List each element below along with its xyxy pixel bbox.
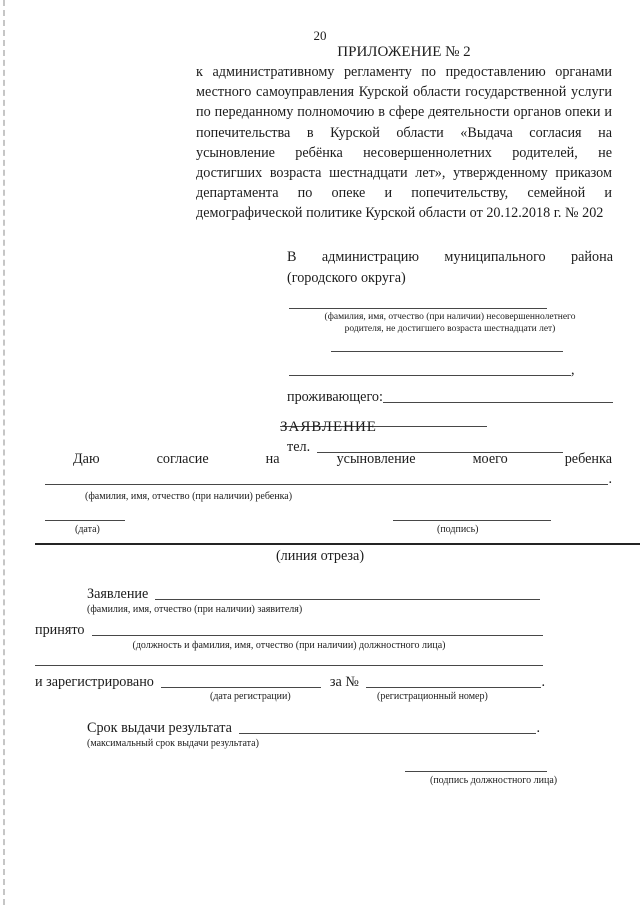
registered-row [35, 671, 545, 691]
official-signature-block [35, 763, 612, 797]
page-number: 20 [313, 28, 327, 43]
tear-off-caption: (линия отреза) [275, 548, 365, 564]
consent-section [45, 451, 612, 546]
scan-edge-artifact [3, 0, 5, 905]
registration-captions-row [35, 691, 612, 707]
registration-number-caption: (регистрационный номер) [377, 691, 488, 702]
date-signature-row [45, 510, 612, 546]
parent-name-blank-line [289, 300, 547, 309]
signature-blank-line [393, 520, 551, 521]
term-label: Срок выдачи результата [87, 720, 232, 736]
statement-title: ЗАЯВЛЕНИЕ [280, 419, 377, 435]
residence-row [287, 386, 613, 406]
parent-name-caption-line-1: (фамилия, имя, отчество (при наличии) несовершеннолетнего [324, 312, 576, 322]
blank-line [289, 361, 571, 376]
appendix-body-text: к административному регламенту по предоставлению органами местного самоуправления Курской области государственной услуги по переданному полномочию в сфере деятельности органов опеки и попечительства в Курской области «Выдача согласия на усыновление ребёнка несовершеннолетних родителей, не достигших возраста шестнадцати лет», утвержденному приказом департамента по опеке и попечительству, семейной и демографической политике Курской области от 20.12.2018 г. № 202 [196, 64, 612, 222]
registration-section [35, 583, 612, 797]
applicant-caption: (фамилия, имя, отчество (при наличии) заявителя) [87, 604, 303, 615]
date-blank-line [45, 520, 125, 521]
registration-date-blank-line [161, 673, 321, 688]
blank-line-row [289, 359, 613, 379]
child-name-caption: (фамилия, имя, отчество (при наличии) ребенка) [85, 491, 293, 502]
application-row [35, 583, 540, 603]
term-row [87, 717, 540, 737]
term-blank-line [239, 719, 537, 734]
registered-label: и зарегистрировано [35, 674, 154, 690]
term-caption: (максимальный срок выдачи результата) [87, 738, 259, 749]
consent-sentence: Даю согласие на усыновление моего ребенка [73, 451, 612, 467]
accepted-label: принято [35, 622, 85, 638]
appendix-header [196, 44, 612, 224]
period-mark: . [541, 674, 545, 690]
period-mark: . [608, 471, 612, 487]
addressee-to-line: В администрацию муниципального района (городского округа) [287, 249, 613, 286]
tear-off-rule [35, 543, 640, 545]
child-name-line-row [45, 470, 612, 488]
accepted-row [35, 619, 543, 639]
signature-caption: (подпись) [437, 524, 479, 535]
appendix-title: ПРИЛОЖЕНИЕ № 2 [337, 44, 471, 60]
registration-date-caption: (дата регистрации) [210, 691, 291, 702]
residence-blank-line [383, 388, 613, 403]
date-caption: (дата) [75, 524, 100, 535]
residing-label: проживающего: [287, 389, 383, 405]
official-name-blank-line [92, 621, 543, 636]
blank-line [331, 343, 563, 352]
applicant-name-blank-line [155, 585, 540, 600]
official-caption: (должность и фамилия, имя, отчество (при наличии) должностного лица) [132, 640, 446, 651]
comma-mark: , [571, 362, 575, 378]
child-name-blank-line [45, 472, 608, 485]
number-label: за № [329, 674, 359, 690]
continuation-blank-line [35, 653, 543, 666]
official-signature-blank-line [405, 771, 547, 772]
period-mark: . [536, 720, 540, 736]
registration-number-blank-line [366, 673, 542, 688]
parent-name-caption-line-2: родителя, не достигшего возраста шестнадцати лет) [344, 324, 556, 334]
application-label: Заявление [87, 586, 149, 602]
official-signature-caption: (подпись должностного лица) [430, 775, 558, 786]
phone-label: тел. [287, 439, 311, 455]
parent-name-caption [287, 311, 613, 335]
